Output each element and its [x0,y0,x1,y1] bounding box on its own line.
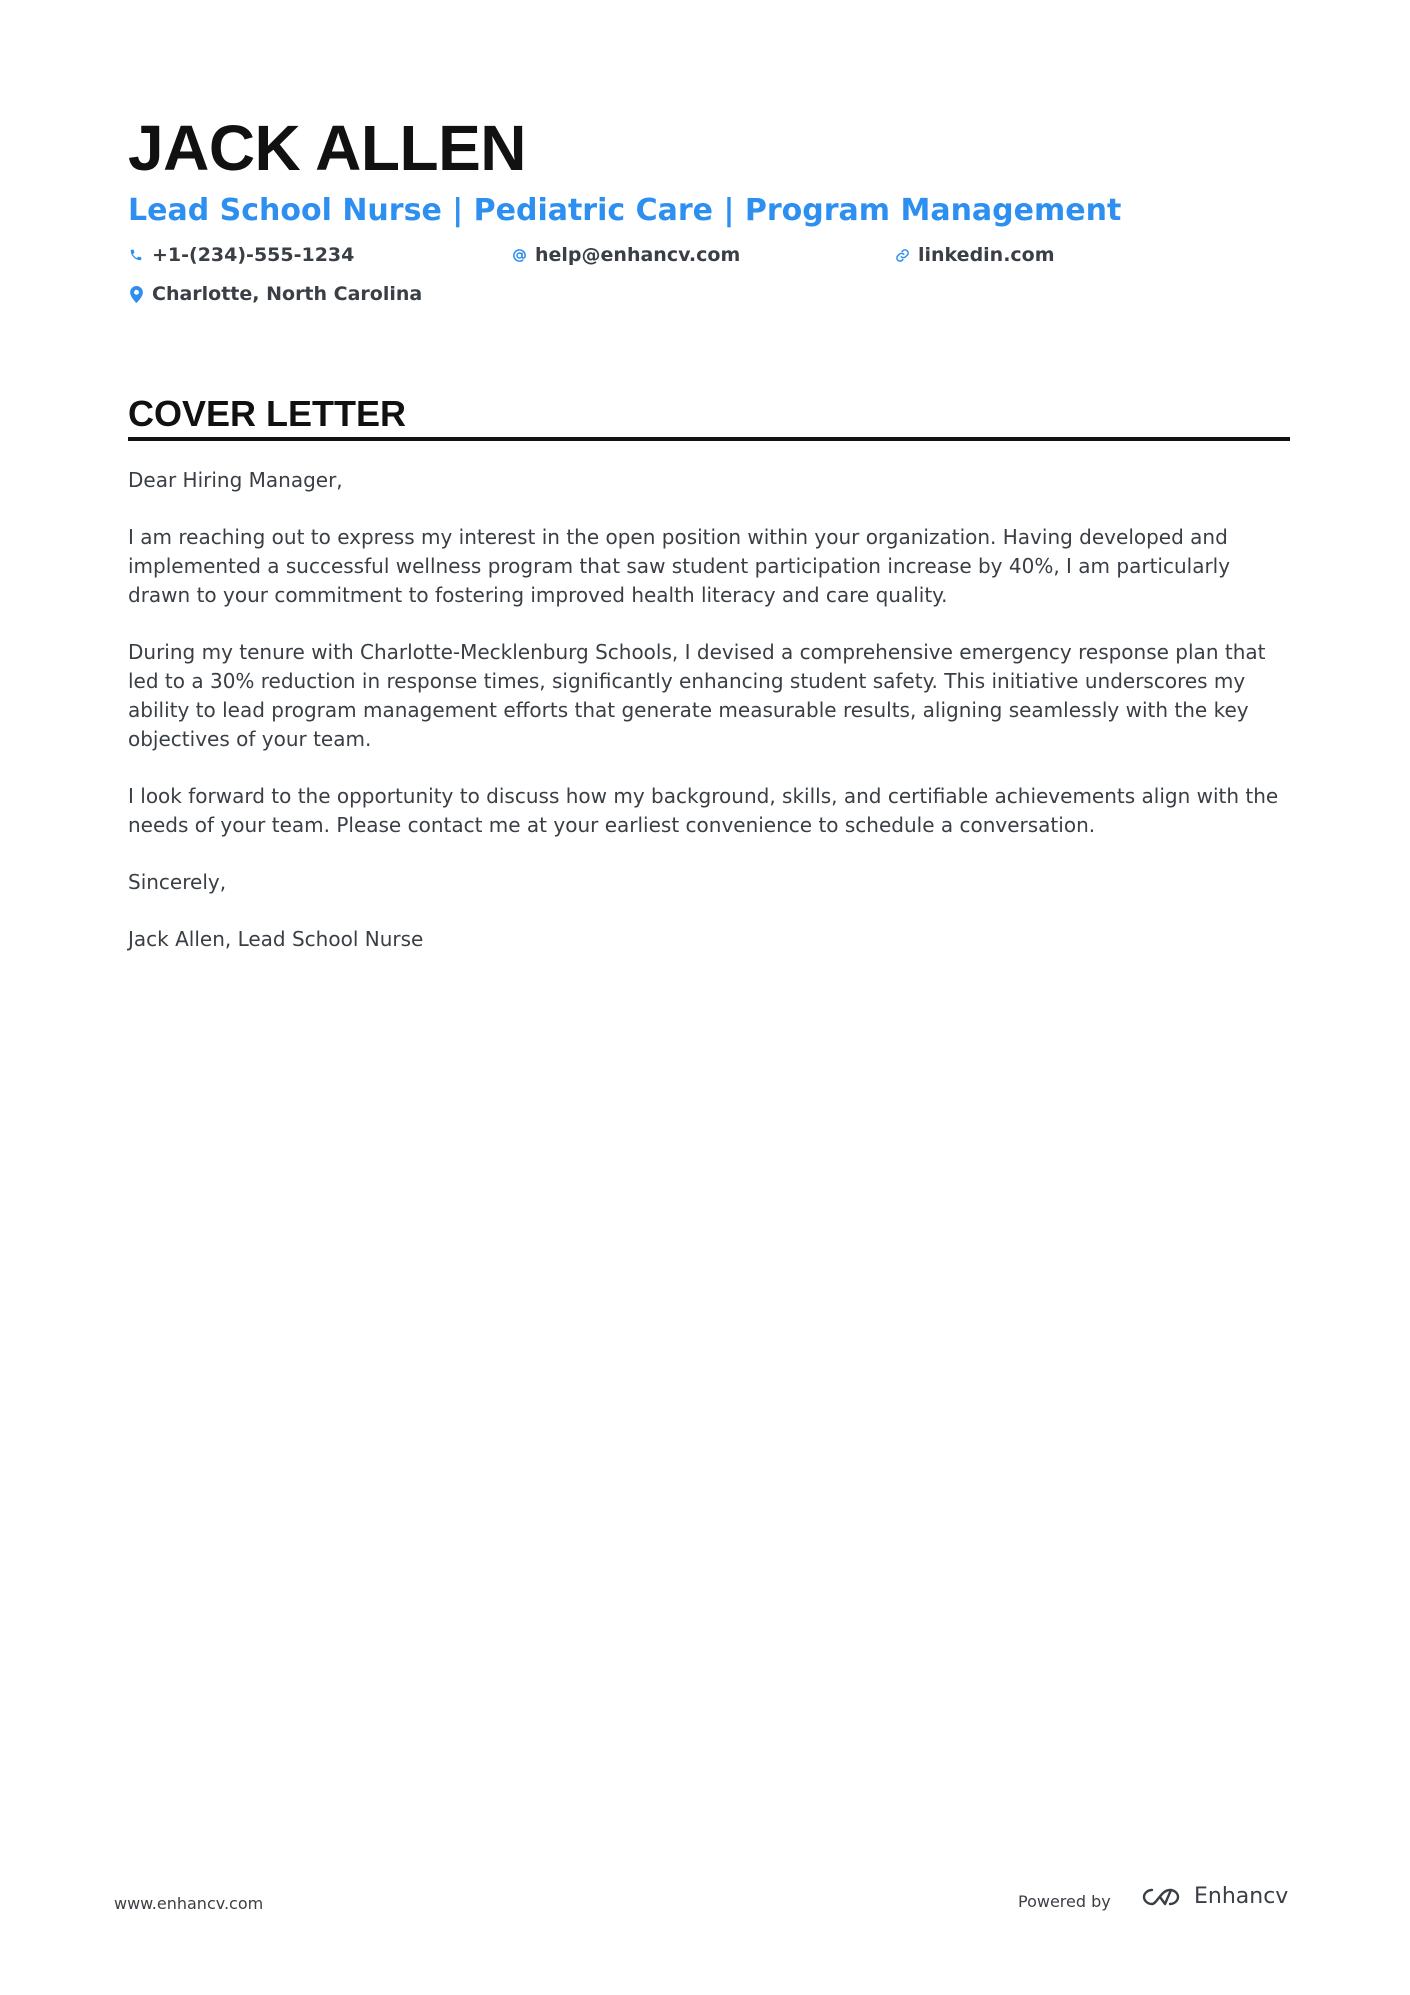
candidate-name: JACK ALLEN [128,112,526,184]
enhancv-logo-icon [1138,1885,1194,1909]
section-divider [128,437,1290,441]
contact-link-text[interactable]: linkedin.com [918,244,1055,266]
contact-phone-text: +1-(234)-555-1234 [152,244,355,266]
section-title: COVER LETTER [128,393,407,434]
contact-link [894,242,1055,268]
letter-paragraph: During my tenure with Charlotte-Mecklenburg Schools, I devised a comprehensive emergency response plan that led to a 30% reduction in response times, significantly enhancing student safety. This initiative underscores my ability to lead program management efforts that generate measurable results, aligning seamlessly with the key objectives of your team. [128,640,1266,751]
letter-body [128,466,1290,982]
location-pin-icon [128,284,144,304]
letter-signature: Jack Allen, Lead School Nurse [128,927,424,951]
contact-email [511,242,740,268]
letter-paragraph: I am reaching out to express my interest in the open position within your organization. Having developed and implemented a successful wellness program that saw student participation increase by 40%, I am particularly drawn to your commitment to fostering improved health literacy and care quality. [128,525,1231,607]
letter-greeting: Dear Hiring Manager, [128,468,343,492]
powered-by-label: Powered by [1018,1892,1111,1911]
contact-location [128,281,422,307]
contact-phone [128,242,354,268]
candidate-headline: Lead School Nurse | Pediatric Care | Program Management [128,193,1122,228]
link-icon [894,245,910,265]
contact-email-text[interactable]: help@enhancv.com [535,244,741,266]
contact-location-text: Charlotte, North Carolina [152,283,423,305]
footer-url[interactable]: www.enhancv.com [114,1894,264,1913]
at-icon [511,245,527,265]
brand-name: Enhancv [1194,1884,1289,1909]
phone-icon [128,245,144,265]
brand-logo[interactable] [1138,1884,1288,1909]
letter-paragraph: I look forward to the opportunity to discuss how my background, skills, and certifiable achievements align with the needs of your team. Please contact me at your earliest convenience to schedule a conversation. [128,784,1279,837]
letter-closing: Sincerely, [128,870,227,894]
